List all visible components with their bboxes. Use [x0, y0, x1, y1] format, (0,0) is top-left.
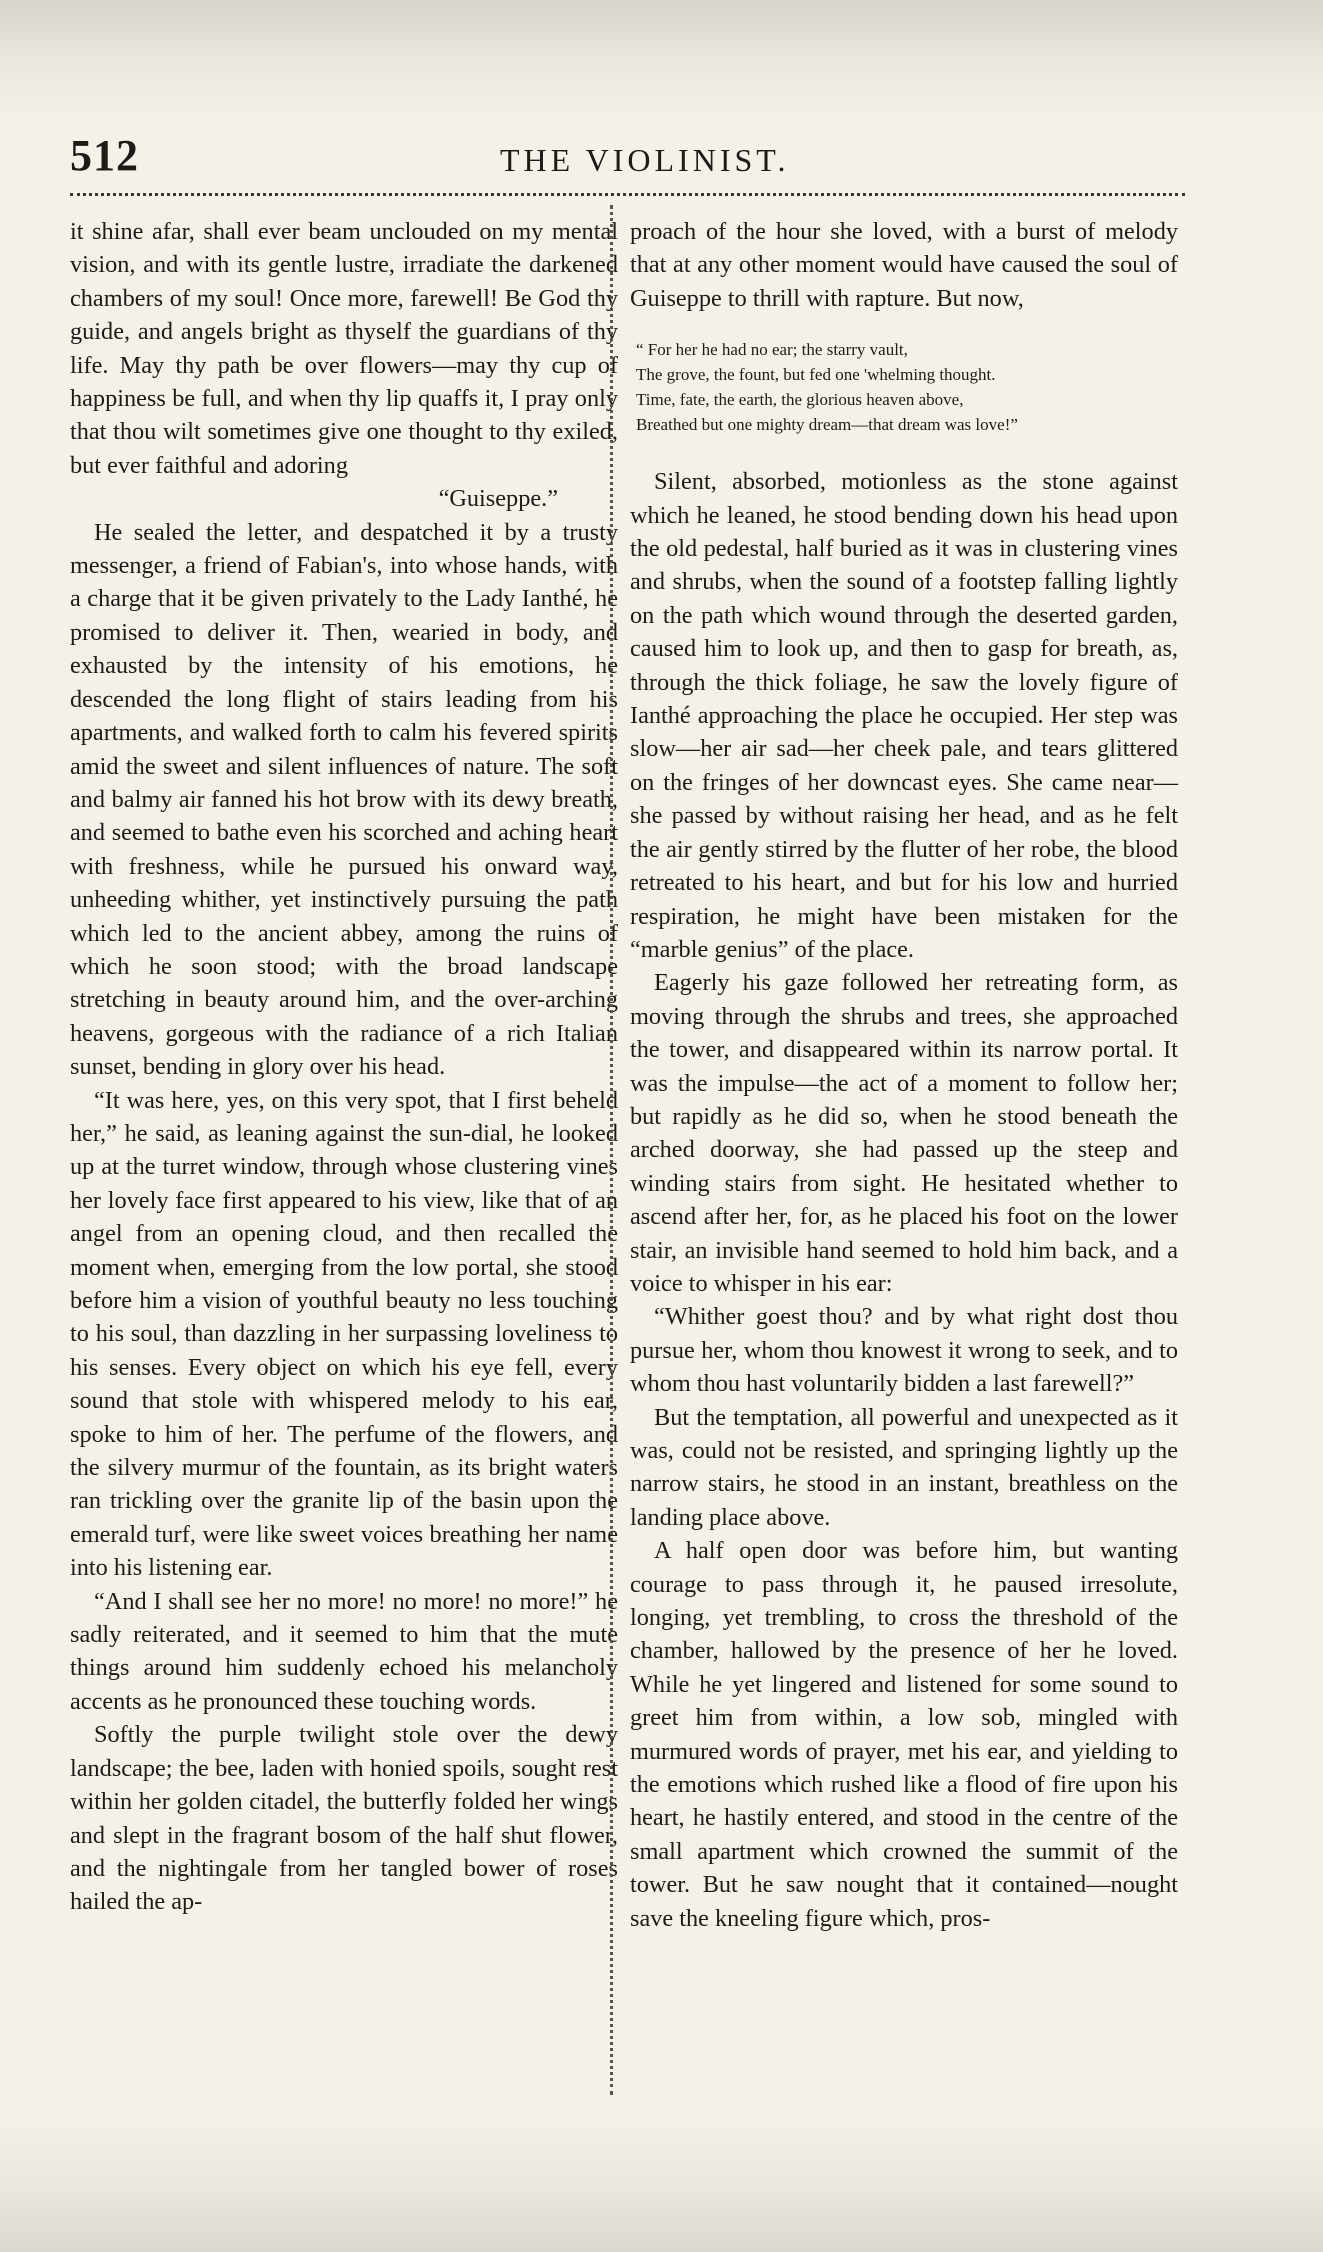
paragraph: proach of the hour she loved, with a burst of melody that at any other moment would have caused the soul of Guiseppe to thrill with rapture. But now, [630, 218, 1178, 312]
paragraph: “Whither goest thou? and by what right dost thou pursue her, whom thou knowest it wrong to seek, and to whom thou hast voluntarily bidden a last farewell?” [630, 1303, 1178, 1398]
header-rule [70, 193, 1185, 196]
verse-line: The grove, the fount, but fed one 'whelming thought. [636, 365, 996, 385]
paragraph: it shine afar, shall ever beam unclouded on my mental vision, and with its gentle lustre, irradiate the darkened chambers of my soul! Once more, farewell! Be God thy guide, and angels bright as thyself the guardians of thy life. May thy path be over flowers—may thy cup of happiness be full, and when thy lip quaffs it, I pray only that thou wilt sometimes give one thought to thy exiled, but ever faithful and adoring [70, 218, 618, 479]
page-number: 512 [70, 131, 139, 180]
paragraph: Softly the purple twilight stole over the dewy landscape; the bee, laden with honied spoils, sought rest within her golden citadel, the butterfly folded her wings and slept in the fragrant bosom of the half shut flower, and the nightingale from her tangled bower of roses hailed the ap- [70, 1721, 618, 1916]
paragraph: “And I shall see her no more! no more! no more!” he sadly reiterated, and it seemed to him that the mute things around him suddenly echoed his melancholy accents as he pronounced these touching words. [70, 1587, 618, 1715]
verse-quotation [636, 337, 1178, 437]
column-divider [610, 205, 613, 2095]
scan-noise-bottom [0, 2112, 1323, 2252]
verse-line: Time, fate, the earth, the glorious heaven above, [636, 390, 964, 410]
scan-noise-top [0, 0, 1323, 120]
left-column [70, 215, 618, 1919]
paragraph: He sealed the letter, and despatched it by a trusty messenger, a friend of Fabian's, into whose hands, with a charge that it be given privately to the Lady Ianthé, he promised to deliver it. Then, wearied in body, and exhausted by the intensity of his emotions, he descended the long flight of stairs leading from his apartments, and walked forth to calm his fevered spirits amid the sweet and silent influences of nature. The soft and balmy air fanned his hot brow with its dewy breath, and seemed to bathe even his scorched and aching heart with freshness, while he pursued his onward way, unheeding whither, yet instinctively pursuing the path which led to the ancient abbey, among the ruins of which he soon stood; with the broad landscape stretching in beauty around him, and the over-arching heavens, gorgeous with the radiance of a rich Italian sunset, bending in glory over his head. [70, 518, 618, 1081]
right-column [630, 215, 1178, 1935]
paragraph: But the temptation, all powerful and unexpected as it was, could not be resisted, and springing lightly up the narrow stairs, he stood in an instant, breathless on the landing place above. [630, 1403, 1178, 1531]
verse-line: Breathed but one mighty dream—that dream was love!” [636, 415, 1018, 435]
letter-signature: “Guiseppe.” [438, 485, 558, 513]
page-header [70, 130, 1190, 190]
paragraph: Eagerly his gaze followed her retreating form, as moving through the shrubs and trees, she approached the tower, and disappeared within its narrow portal. It was the impulse—the act of a moment to follow her; but rapidly as he did so, when he stood beneath the arched doorway, she had passed up the steep and winding stairs from sight. He hesitated whether to ascend after her, for, as he placed his foot on the lower stair, an invisible hand seemed to hold him back, and a voice to whisper in his ear: [630, 969, 1178, 1297]
paragraph: “It was here, yes, on this very spot, that I first beheld her,” he said, as leaning against the sun-dial, he looked up at the turret window, through whose clustering vines her lovely face first appeared to his view, like that of an angel from an opening cloud, and then recalled the moment when, emerging from the low portal, she stood before him a vision of youthful beauty no less touching to his soul, than dazzling in her surpassing loveliness to his senses. Every object on which his eye fell, every sound that stole with whispered melody to his ear, spoke to him of her. The perfume of the flowers, and the silvery murmur of the fountain, as its bright waters ran trickling over the granite lip of the basin upon the emerald turf, were like sweet voices breathing her name into his listening ear. [70, 1086, 618, 1582]
paragraph: A half open door was before him, but wanting courage to pass through it, he paused irresolute, longing, yet trembling, to cross the threshold of the chamber, hallowed by the presence of her he loved. While he yet lingered and listened for some sound to greet him from within, a low sob, mingled with murmured words of prayer, met his ear, and yielding to the emotions which rushed like a flood of fire upon his heart, he hastily entered, and stood in the centre of the small apartment which crowned the summit of the tower. But he saw nought that it contained—nought save the kneeling figure which, pros- [630, 1537, 1178, 1932]
running-head: THE VIOLINIST. [500, 142, 790, 178]
verse-line: “ For her he had no ear; the starry vault, [636, 340, 908, 360]
paragraph: Silent, absorbed, motionless as the stone against which he leaned, he stood bending down his head upon the old pedestal, half buried as it was in clustering vines and shrubs, when the sound of a footstep falling lightly on the path which wound through the deserted garden, caused him to look up, and then to gasp for breath, as, through the thick foliage, he saw the lovely figure of Ianthé approaching the place he occupied. Her step was slow—her air sad—her cheek pale, and tears glittered on the fringes of her downcast eyes. She came near—she passed by without raising her head, and as he felt the air gently stirred by the flutter of her robe, the blood retreated to his heart, and but for his low and hurried respiration, he might have been mistaken for the “marble genius” of the place. [630, 468, 1178, 963]
